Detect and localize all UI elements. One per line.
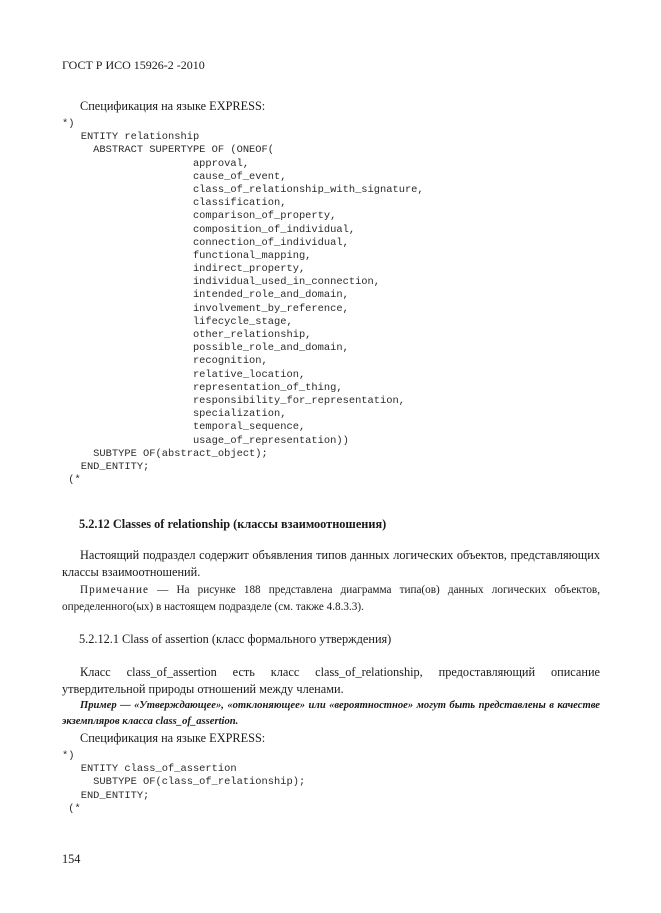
code-line: intended_role_and_domain, bbox=[62, 289, 349, 302]
subsection-heading: 5.2.12.1 Class of assertion (класс формального утверждения) bbox=[79, 632, 392, 646]
section-heading: 5.2.12 Classes of relationship (классы взаимоотношения) bbox=[79, 517, 387, 531]
express-code-block-class-of-assertion bbox=[62, 750, 305, 816]
code-line: (* bbox=[62, 474, 81, 487]
code-line: SUBTYPE OF(abstract_object); bbox=[62, 447, 268, 460]
section-paragraph: Настоящий подраздел содержит объявления типов данных логических объектов, представляющих классы взаимоотношений. bbox=[62, 548, 600, 579]
code-line: composition_of_individual, bbox=[62, 223, 356, 236]
express-spec-label-2: Спецификация на языке EXPRESS: bbox=[80, 731, 266, 745]
express-spec-label: Спецификация на языке EXPRESS: bbox=[80, 99, 266, 113]
code-line: representation_of_thing, bbox=[62, 381, 343, 394]
page-number: 154 bbox=[62, 852, 81, 866]
code-line: *) bbox=[62, 118, 75, 130]
code-line: temporal_sequence, bbox=[62, 421, 306, 434]
code-line: usage_of_representation)) bbox=[62, 434, 349, 447]
code-line: functional_mapping, bbox=[62, 249, 312, 262]
code-line: specialization, bbox=[62, 408, 287, 421]
code-line: recognition, bbox=[62, 355, 268, 368]
code-line: END_ENTITY; bbox=[62, 789, 150, 802]
code-line: connection_of_individual, bbox=[62, 236, 349, 249]
code-line: other_relationship, bbox=[62, 329, 312, 341]
code-line: individual_used_in_connection, bbox=[62, 276, 381, 289]
code-line: ABSTRACT SUPERTYPE OF (ONEOF( bbox=[62, 144, 275, 157]
note-label: Примечание bbox=[80, 584, 149, 596]
code-line: cause_of_event, bbox=[62, 170, 287, 183]
code-line: SUBTYPE OF(class_of_relationship); bbox=[62, 776, 306, 789]
example-paragraph: Пример — «Утверждающее», «отклоняющее» или «вероятностное» могут быть представлены в качестве экземпляров класса class_of_assertion. bbox=[62, 700, 600, 727]
code-line: comparison_of_property, bbox=[62, 210, 337, 223]
code-line: ENTITY class_of_assertion bbox=[62, 763, 237, 776]
subsection-paragraph: Класс class_of_assertion есть класс class_of_relationship, предоставляющий описание утвердительной природы отношений между членами. bbox=[62, 665, 600, 696]
note-text: — На рисунке 188 представлена диаграмма типа(ов) данных логических объектов, определенного(ых) в настоящем подразделе (см. также 4.8.3.3). bbox=[62, 584, 600, 613]
code-line: (* bbox=[62, 802, 81, 815]
code-line: *) bbox=[62, 750, 75, 762]
code-line: END_ENTITY; bbox=[62, 460, 150, 473]
code-line: class_of_relationship_with_signature, bbox=[62, 183, 424, 196]
code-line: ENTITY relationship bbox=[62, 131, 200, 144]
code-line: responsibility_for_representation, bbox=[62, 394, 405, 407]
code-line: classification, bbox=[62, 197, 287, 210]
code-line: indirect_property, bbox=[62, 263, 306, 276]
code-line: involvement_by_reference, bbox=[62, 302, 349, 315]
note-paragraph bbox=[62, 582, 600, 616]
code-line: relative_location, bbox=[62, 368, 306, 381]
code-line: approval, bbox=[62, 157, 250, 170]
code-line: lifecycle_stage, bbox=[62, 315, 293, 328]
express-code-block-relationship bbox=[62, 118, 424, 487]
code-line: possible_role_and_domain, bbox=[62, 342, 349, 355]
document-header: ГОСТ Р ИСО 15926-2 -2010 bbox=[62, 58, 205, 72]
